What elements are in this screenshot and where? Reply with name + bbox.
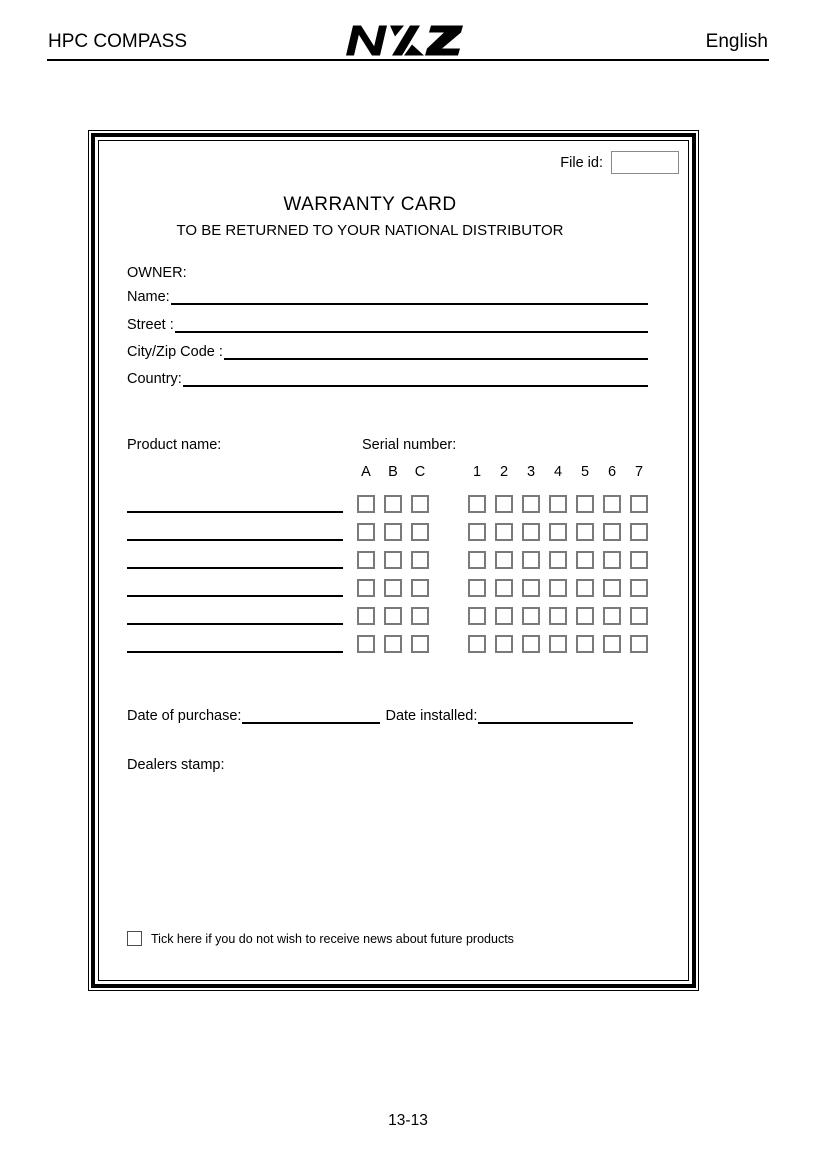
nx2-logo-icon — [345, 25, 465, 56]
optout-row — [127, 931, 514, 946]
file-id-label: File id: — [560, 154, 603, 171]
owner-field-row — [127, 278, 648, 305]
field-label: Street : — [127, 316, 174, 333]
letter-checkbox-cell — [384, 579, 402, 597]
product-name-line — [127, 651, 343, 653]
field-underline — [183, 385, 648, 387]
owner-fields — [127, 278, 648, 387]
serial-checkbox-cell — [495, 607, 513, 625]
serial-checkbox-cell — [603, 495, 621, 513]
letter-checkbox-cell — [357, 635, 375, 653]
serial-checkbox-cell — [495, 495, 513, 513]
serial-checkbox-cell — [603, 551, 621, 569]
letter-checkbox-cell — [411, 495, 429, 513]
card-subtitle: TO BE RETURNED TO YOUR NATIONAL DISTRIBUTOR — [176, 222, 564, 239]
number-column-header: 2 — [499, 464, 509, 480]
owner-field-row — [127, 333, 648, 360]
product-name-line — [127, 511, 343, 513]
warranty-card — [88, 130, 699, 991]
field-label: Country: — [127, 371, 182, 388]
document-title: HPC COMPASS — [48, 31, 188, 52]
serial-checkbox-cell — [576, 523, 594, 541]
serial-number-label: Serial number: — [362, 437, 457, 453]
serial-checkbox-cell — [576, 607, 594, 625]
optout-checkbox — [127, 931, 142, 946]
letter-checkbox-cell — [384, 607, 402, 625]
letter-checkbox-cell — [411, 579, 429, 597]
file-id-box — [611, 151, 679, 174]
serial-checkbox-cell — [603, 635, 621, 653]
letter-checkbox-cell — [411, 551, 429, 569]
letter-checkbox-cell — [411, 635, 429, 653]
letter-checkbox-cell — [357, 579, 375, 597]
serial-checkbox-cell — [549, 523, 567, 541]
product-name-line — [127, 539, 343, 541]
serial-checkbox-cell — [495, 523, 513, 541]
serial-checkbox-cell — [576, 551, 594, 569]
serial-checkbox-cell — [495, 635, 513, 653]
field-label: City/Zip Code : — [127, 343, 223, 360]
product-name-label: Product name: — [127, 437, 222, 453]
dates-row — [127, 706, 633, 724]
serial-checkbox-cell — [549, 607, 567, 625]
number-column-header: 4 — [553, 464, 563, 480]
serial-checkbox-cell — [522, 635, 540, 653]
serial-checkbox-cell — [630, 495, 648, 513]
dealers-stamp-label: Dealers stamp: — [127, 757, 225, 773]
serial-checkbox-cell — [630, 635, 648, 653]
product-name-line — [127, 567, 343, 569]
letter-checkbox-cell — [384, 495, 402, 513]
owner-field-row — [127, 305, 648, 332]
serial-checkbox-cell — [576, 635, 594, 653]
letter-column-header: B — [388, 464, 398, 480]
serial-checkbox-cell — [576, 579, 594, 597]
number-column-header: 1 — [472, 464, 482, 480]
letter-checkbox-cell — [411, 607, 429, 625]
letter-checkbox-cell — [384, 523, 402, 541]
language-label: English — [705, 31, 768, 52]
serial-checkbox-cell — [495, 579, 513, 597]
serial-checkbox-cell — [630, 523, 648, 541]
file-id-row — [560, 151, 679, 174]
letter-checkbox-cell — [384, 551, 402, 569]
letter-checkbox-cell — [384, 635, 402, 653]
date-installed-label: Date installed: — [385, 708, 478, 724]
letter-checkbox-cell — [357, 551, 375, 569]
serial-checkbox-cell — [603, 523, 621, 541]
serial-checkbox-cell — [630, 551, 648, 569]
owner-field-row — [127, 360, 648, 387]
letter-column-header: A — [361, 464, 371, 480]
page-number: 13-13 — [388, 1112, 428, 1129]
product-name-line — [127, 595, 343, 597]
serial-checkbox-cell — [576, 495, 594, 513]
serial-checkbox-cell — [468, 551, 486, 569]
letter-column-header: C — [414, 464, 426, 480]
number-column-header: 7 — [634, 464, 644, 480]
letter-checkbox-cell — [357, 495, 375, 513]
field-label: Name: — [127, 289, 170, 306]
serial-checkbox-cell — [630, 579, 648, 597]
serial-checkbox-cell — [522, 551, 540, 569]
serial-checkbox-cell — [549, 495, 567, 513]
product-serial-grid — [127, 437, 648, 662]
date-installed-underline — [478, 722, 633, 724]
serial-checkbox-cell — [468, 495, 486, 513]
serial-checkbox-cell — [549, 551, 567, 569]
serial-checkbox-cell — [549, 579, 567, 597]
header-rule — [47, 59, 769, 61]
letter-checkbox-cell — [411, 523, 429, 541]
serial-checkbox-cell — [468, 635, 486, 653]
number-column-header: 6 — [607, 464, 617, 480]
number-column-header: 3 — [526, 464, 536, 480]
date-of-purchase-underline — [242, 722, 380, 724]
serial-checkbox-cell — [522, 579, 540, 597]
letter-checkbox-cell — [357, 523, 375, 541]
serial-checkbox-cell — [495, 551, 513, 569]
serial-checkbox-cell — [468, 579, 486, 597]
serial-checkbox-cell — [522, 495, 540, 513]
serial-checkbox-cell — [549, 635, 567, 653]
number-column-header: 5 — [580, 464, 590, 480]
serial-checkbox-cell — [468, 523, 486, 541]
card-title: WARRANTY CARD — [283, 194, 457, 215]
product-name-line — [127, 623, 343, 625]
owner-heading: OWNER: — [127, 265, 187, 281]
optout-label: Tick here if you do not wish to receive news about future products — [151, 931, 514, 946]
serial-checkbox-cell — [522, 607, 540, 625]
serial-checkbox-cell — [468, 607, 486, 625]
serial-checkbox-cell — [603, 579, 621, 597]
serial-checkbox-cell — [603, 607, 621, 625]
serial-checkbox-cell — [630, 607, 648, 625]
letter-checkbox-cell — [357, 607, 375, 625]
date-of-purchase-label: Date of purchase: — [127, 708, 242, 724]
serial-checkbox-cell — [522, 523, 540, 541]
